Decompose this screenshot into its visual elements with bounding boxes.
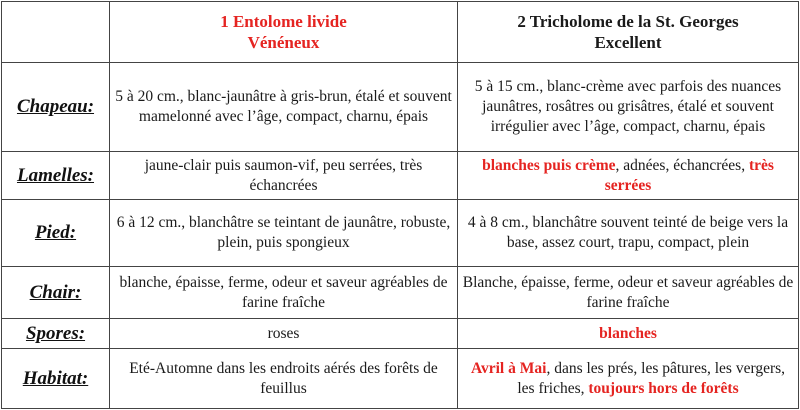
row-label: Chapeau: bbox=[2, 63, 110, 152]
highlight-text: toujours hors de forêts bbox=[588, 379, 739, 397]
cell-tricholome: 4 à 8 cm., blanchâtre souvent teinté de beige vers la base, assez court, trapu, compact, plein bbox=[458, 200, 799, 267]
cell-entolome: 5 à 20 cm., blanc-jaunâtre à gris-brun, étalé et souvent mamelonné avec l’âge, compact, charnu, épais bbox=[110, 63, 458, 152]
cell-entolome: jaune-clair puis saumon-vif, peu serrées, très échancrées bbox=[110, 152, 458, 200]
cell-tricholome bbox=[458, 152, 799, 200]
cell-entolome: Eté-Automne dans les endroits aérés des forêts de feuillus bbox=[110, 349, 458, 409]
highlight-text: Avril à Mai bbox=[470, 359, 547, 377]
row-label: Pied: bbox=[2, 200, 110, 267]
cell-tricholome: Blanche, épaisse, ferme, odeur et saveur agréables de farine fraîche bbox=[458, 267, 799, 319]
table-row-chair bbox=[2, 267, 799, 319]
row-label: Chair: bbox=[2, 267, 110, 319]
table-row-pied bbox=[2, 200, 799, 267]
table-row-spores bbox=[2, 319, 799, 349]
species-2-edibility: Excellent bbox=[594, 33, 662, 52]
header-empty-cell bbox=[2, 2, 110, 63]
header-entolome bbox=[110, 2, 458, 63]
cell-entolome: 6 à 12 cm., blanchâtre se teintant de jaunâtre, robuste, plein, puis spongieux bbox=[110, 200, 458, 267]
cell-tricholome bbox=[458, 349, 799, 409]
species-1-edibility: Vénéneux bbox=[247, 33, 320, 52]
table-row-lamelles bbox=[2, 152, 799, 200]
highlight-text: blanches puis crème bbox=[482, 156, 616, 174]
header-row bbox=[2, 2, 799, 63]
table-row-chapeau bbox=[2, 63, 799, 152]
cell-tricholome: blanches bbox=[458, 319, 799, 349]
row-label: Lamelles: bbox=[2, 152, 110, 200]
mushroom-comparison-table bbox=[1, 1, 799, 409]
plain-text: , dans les prés, les pâtures, les vergers, les friches, bbox=[517, 359, 786, 397]
species-2-name: 2 Tricholome de la St. Georges bbox=[517, 12, 739, 31]
cell-tricholome: 5 à 15 cm., blanc-crème avec parfois des nuances jaunâtres, rosâtres ou grisâtres, étalé et souvent irrégulier avec l’âge, compact, charnu, épais bbox=[458, 63, 799, 152]
species-1-name: 1 Entolome livide bbox=[220, 12, 347, 31]
highlight-text: très serrées bbox=[604, 156, 774, 194]
row-label: Habitat: bbox=[2, 349, 110, 409]
cell-entolome: roses bbox=[110, 319, 458, 349]
header-tricholome bbox=[458, 2, 799, 63]
table-row-habitat bbox=[2, 349, 799, 409]
cell-entolome: blanche, épaisse, ferme, odeur et saveur agréables de farine fraîche bbox=[110, 267, 458, 319]
plain-text: , adnées, échancrées, bbox=[615, 156, 749, 174]
row-label: Spores: bbox=[2, 319, 110, 349]
